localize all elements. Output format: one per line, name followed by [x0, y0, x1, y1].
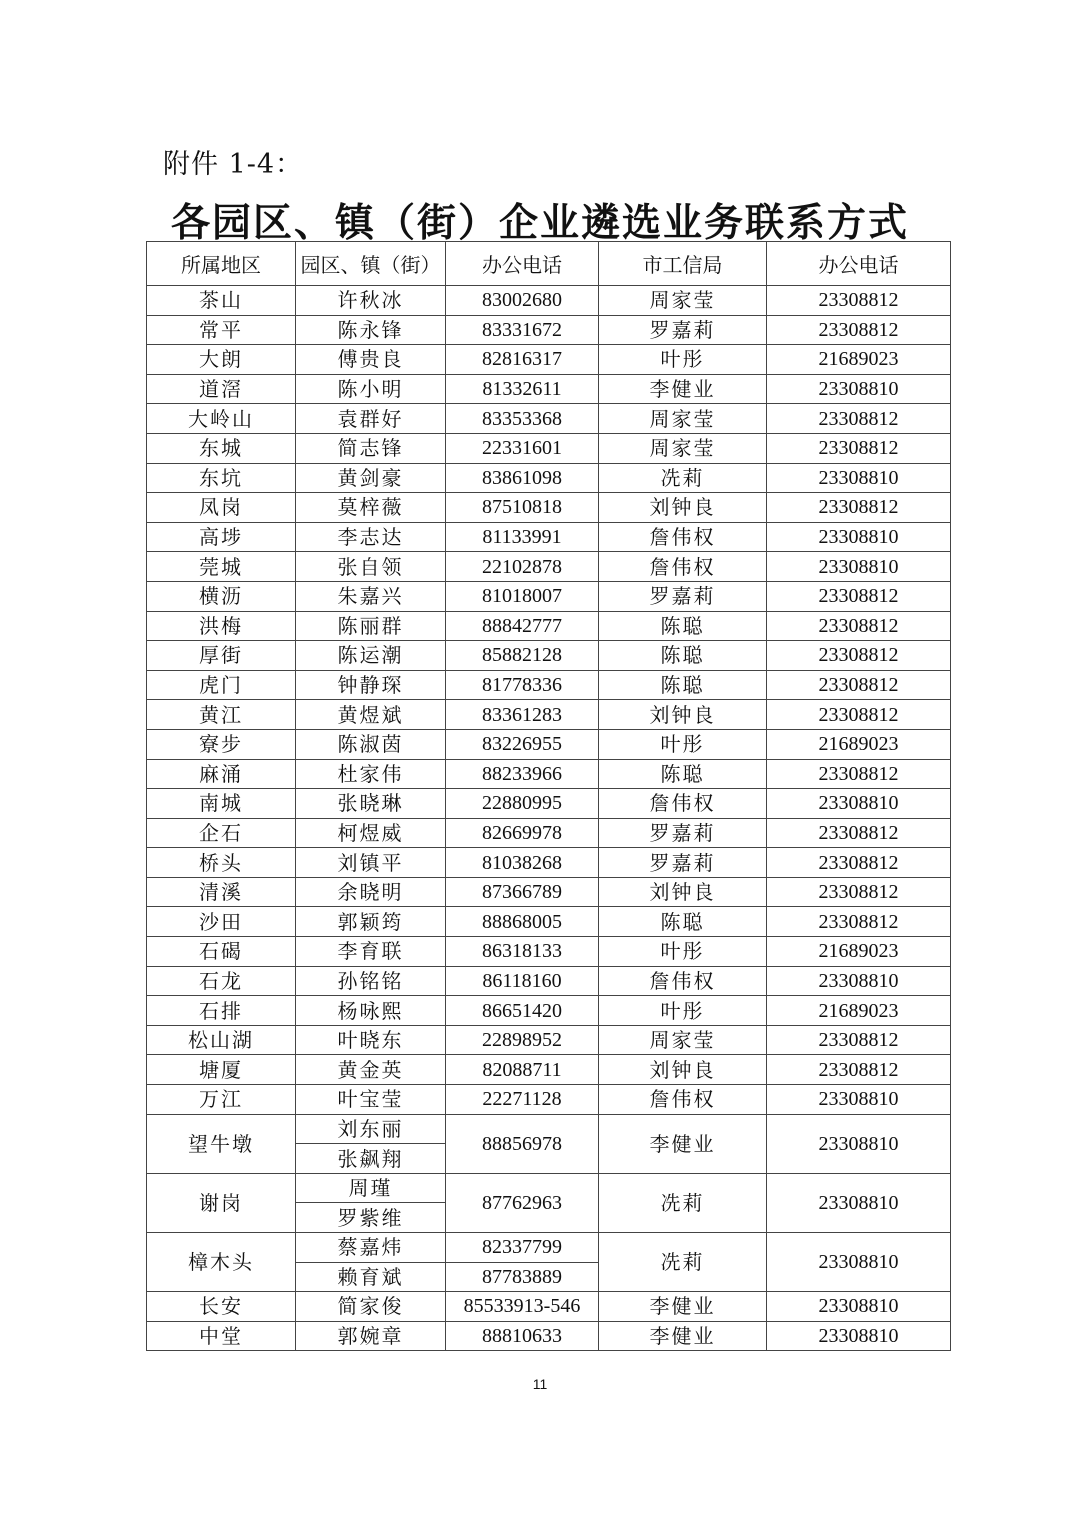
- bureau-cell: 叶彤: [599, 729, 767, 759]
- table-row: [147, 1292, 951, 1322]
- bureau-cell: 周家莹: [599, 433, 767, 463]
- table-row: [147, 1085, 951, 1115]
- column-header-phone: 办公电话: [446, 242, 599, 286]
- phone-cell: 22102878: [446, 552, 599, 582]
- contact-cell: 郭颖筠: [296, 907, 446, 937]
- region-cell: 道滘: [147, 374, 296, 404]
- table-row: [147, 1114, 951, 1144]
- page-number: 11: [532, 1376, 548, 1392]
- phone-cell: 83353368: [446, 404, 599, 434]
- bureau-phone-cell: 23308810: [767, 552, 951, 582]
- region-cell: 高埗: [147, 522, 296, 552]
- bureau-cell: 罗嘉莉: [599, 818, 767, 848]
- contact-cell: 张晓琳: [296, 789, 446, 819]
- bureau-cell: 叶彤: [599, 345, 767, 375]
- table-row: [147, 611, 951, 641]
- phone-cell: 22331601: [446, 433, 599, 463]
- phone-cell: 83002680: [446, 286, 599, 316]
- region-cell: 南城: [147, 789, 296, 819]
- contact-cell: 孙铭铭: [296, 966, 446, 996]
- region-cell: 樟木头: [147, 1233, 296, 1292]
- bureau-cell: 詹伟权: [599, 1085, 767, 1115]
- bureau-phone-cell: 23308812: [767, 404, 951, 434]
- region-cell: 凤岗: [147, 493, 296, 523]
- phone-cell: 82669978: [446, 818, 599, 848]
- phone-cell: 88868005: [446, 907, 599, 937]
- phone-cell: 87783889: [446, 1262, 599, 1292]
- bureau-phone-cell: 23308812: [767, 1055, 951, 1085]
- phone-cell: 88810633: [446, 1321, 599, 1351]
- bureau-cell: 叶彤: [599, 996, 767, 1026]
- contact-cell: 袁群好: [296, 404, 446, 434]
- bureau-phone-cell: 23308810: [767, 522, 951, 552]
- contact-cell: 郭婉章: [296, 1321, 446, 1351]
- bureau-phone-cell: 23308810: [767, 1114, 951, 1173]
- table-row: [147, 729, 951, 759]
- bureau-cell: 陈聪: [599, 670, 767, 700]
- contact-table: [146, 241, 951, 1351]
- bureau-phone-cell: 23308810: [767, 1085, 951, 1115]
- region-cell: 麻涌: [147, 759, 296, 789]
- bureau-phone-cell: 23308810: [767, 1292, 951, 1322]
- bureau-phone-cell: 23308812: [767, 493, 951, 523]
- contact-cell: 李育联: [296, 937, 446, 967]
- phone-cell: 85882128: [446, 641, 599, 671]
- bureau-cell: 冼莉: [599, 1173, 767, 1232]
- region-cell: 大岭山: [147, 404, 296, 434]
- bureau-cell: 冼莉: [599, 463, 767, 493]
- phone-cell: 88856978: [446, 1114, 599, 1173]
- bureau-cell: 李健业: [599, 1321, 767, 1351]
- region-cell: 横沥: [147, 581, 296, 611]
- region-cell: 清溪: [147, 877, 296, 907]
- table-row: [147, 848, 951, 878]
- bureau-cell: 詹伟权: [599, 522, 767, 552]
- region-cell: 东坑: [147, 463, 296, 493]
- table-row: [147, 345, 951, 375]
- contact-cell: 杜家伟: [296, 759, 446, 789]
- bureau-phone-cell: 23308812: [767, 759, 951, 789]
- contact-cell: 周瑾: [296, 1173, 446, 1203]
- bureau-cell: 叶彤: [599, 937, 767, 967]
- table-row: [147, 1173, 951, 1203]
- region-cell: 寮步: [147, 729, 296, 759]
- region-cell: 厚街: [147, 641, 296, 671]
- phone-cell: 81332611: [446, 374, 599, 404]
- bureau-phone-cell: 23308812: [767, 1025, 951, 1055]
- bureau-phone-cell: 23308812: [767, 315, 951, 345]
- table-row: [147, 581, 951, 611]
- table-row: [147, 522, 951, 552]
- column-header-contact: 园区、镇（街）: [296, 242, 446, 286]
- table-row: [147, 1025, 951, 1055]
- contact-cell: 莫梓薇: [296, 493, 446, 523]
- bureau-cell: 罗嘉莉: [599, 848, 767, 878]
- contact-cell: 许秋冰: [296, 286, 446, 316]
- bureau-cell: 詹伟权: [599, 966, 767, 996]
- phone-cell: 22880995: [446, 789, 599, 819]
- bureau-cell: 周家莹: [599, 286, 767, 316]
- phone-cell: 86651420: [446, 996, 599, 1026]
- bureau-phone-cell: 23308812: [767, 907, 951, 937]
- phone-cell: 82337799: [446, 1233, 599, 1263]
- phone-cell: 87762963: [446, 1173, 599, 1232]
- region-cell: 谢岗: [147, 1173, 296, 1232]
- contact-cell: 叶晓东: [296, 1025, 446, 1055]
- column-header-region: 所属地区: [147, 242, 296, 286]
- bureau-phone-cell: 23308810: [767, 463, 951, 493]
- table-row: [147, 670, 951, 700]
- contact-cell: 柯煜威: [296, 818, 446, 848]
- region-cell: 沙田: [147, 907, 296, 937]
- bureau-phone-cell: 21689023: [767, 729, 951, 759]
- table-row: [147, 789, 951, 819]
- column-header-bureau: 市工信局: [599, 242, 767, 286]
- phone-cell: 81018007: [446, 581, 599, 611]
- table-header-row: [147, 242, 951, 286]
- table-row: [147, 286, 951, 316]
- table-row: [147, 877, 951, 907]
- bureau-phone-cell: 21689023: [767, 345, 951, 375]
- region-cell: 大朗: [147, 345, 296, 375]
- region-cell: 松山湖: [147, 1025, 296, 1055]
- table-row: [147, 463, 951, 493]
- contact-cell: 简家俊: [296, 1292, 446, 1322]
- bureau-cell: 罗嘉莉: [599, 581, 767, 611]
- bureau-cell: 刘钟良: [599, 493, 767, 523]
- region-cell: 望牛墩: [147, 1114, 296, 1173]
- phone-cell: 82816317: [446, 345, 599, 375]
- contact-cell: 蔡嘉炜: [296, 1233, 446, 1263]
- contact-cell: 杨咏熙: [296, 996, 446, 1026]
- table-row: [147, 966, 951, 996]
- bureau-cell: 冼莉: [599, 1233, 767, 1292]
- phone-cell: 88842777: [446, 611, 599, 641]
- bureau-phone-cell: 23308810: [767, 789, 951, 819]
- region-cell: 虎门: [147, 670, 296, 700]
- table-row: [147, 315, 951, 345]
- table-row: [147, 907, 951, 937]
- phone-cell: 83226955: [446, 729, 599, 759]
- contact-cell: 黄煜斌: [296, 700, 446, 730]
- region-cell: 石龙: [147, 966, 296, 996]
- table-row: [147, 552, 951, 582]
- bureau-phone-cell: 23308812: [767, 611, 951, 641]
- region-cell: 石排: [147, 996, 296, 1026]
- bureau-phone-cell: 21689023: [767, 996, 951, 1026]
- bureau-cell: 陈聪: [599, 759, 767, 789]
- table-row: [147, 759, 951, 789]
- table-row: [147, 996, 951, 1026]
- table-row: [147, 1055, 951, 1085]
- bureau-cell: 李健业: [599, 1114, 767, 1173]
- phone-cell: 88233966: [446, 759, 599, 789]
- contact-cell: 陈永锋: [296, 315, 446, 345]
- bureau-phone-cell: 23308810: [767, 1173, 951, 1232]
- phone-cell: 83331672: [446, 315, 599, 345]
- contact-cell: 罗紫维: [296, 1203, 446, 1233]
- bureau-cell: 周家莹: [599, 404, 767, 434]
- bureau-cell: 詹伟权: [599, 552, 767, 582]
- phone-cell: 22898952: [446, 1025, 599, 1055]
- bureau-cell: 陈聪: [599, 611, 767, 641]
- bureau-phone-cell: 23308812: [767, 877, 951, 907]
- bureau-phone-cell: 23308812: [767, 433, 951, 463]
- table-row: [147, 374, 951, 404]
- column-header-bureau-phone: 办公电话: [767, 242, 951, 286]
- bureau-phone-cell: 23308810: [767, 1321, 951, 1351]
- bureau-phone-cell: 23308812: [767, 581, 951, 611]
- contact-cell: 黄金英: [296, 1055, 446, 1085]
- contact-cell: 李志达: [296, 522, 446, 552]
- contact-cell: 简志锋: [296, 433, 446, 463]
- phone-cell: 81038268: [446, 848, 599, 878]
- attachment-label: 附件 1-4：: [163, 149, 304, 180]
- table-row: [147, 404, 951, 434]
- bureau-phone-cell: 23308810: [767, 1233, 951, 1292]
- bureau-phone-cell: 23308812: [767, 286, 951, 316]
- region-cell: 中堂: [147, 1321, 296, 1351]
- phone-cell: 83861098: [446, 463, 599, 493]
- contact-cell: 陈淑茵: [296, 729, 446, 759]
- region-cell: 桥头: [147, 848, 296, 878]
- region-cell: 企石: [147, 818, 296, 848]
- region-cell: 石碣: [147, 937, 296, 967]
- table-row: [147, 493, 951, 523]
- contact-cell: 傅贵良: [296, 345, 446, 375]
- contact-cell: 钟静琛: [296, 670, 446, 700]
- bureau-phone-cell: 23308810: [767, 374, 951, 404]
- table-row: [147, 433, 951, 463]
- bureau-cell: 陈聪: [599, 907, 767, 937]
- region-cell: 莞城: [147, 552, 296, 582]
- phone-cell: 22271128: [446, 1085, 599, 1115]
- region-cell: 塘厦: [147, 1055, 296, 1085]
- table-row: [147, 700, 951, 730]
- region-cell: 万江: [147, 1085, 296, 1115]
- table-body: [147, 286, 951, 1351]
- contact-cell: 叶宝莹: [296, 1085, 446, 1115]
- phone-cell: 81778336: [446, 670, 599, 700]
- contact-cell: 张自领: [296, 552, 446, 582]
- table-row: [147, 937, 951, 967]
- phone-cell: 86118160: [446, 966, 599, 996]
- bureau-phone-cell: 23308812: [767, 670, 951, 700]
- bureau-phone-cell: 23308812: [767, 818, 951, 848]
- table-row: [147, 1233, 951, 1263]
- table-row: [147, 1321, 951, 1351]
- bureau-cell: 罗嘉莉: [599, 315, 767, 345]
- bureau-phone-cell: 23308812: [767, 848, 951, 878]
- phone-cell: 86318133: [446, 937, 599, 967]
- bureau-phone-cell: 23308812: [767, 700, 951, 730]
- region-cell: 黄江: [147, 700, 296, 730]
- contact-cell: 赖育斌: [296, 1262, 446, 1292]
- contact-cell: 陈运潮: [296, 641, 446, 671]
- region-cell: 茶山: [147, 286, 296, 316]
- table-row: [147, 818, 951, 848]
- phone-cell: 83361283: [446, 700, 599, 730]
- contact-cell: 陈丽群: [296, 611, 446, 641]
- bureau-cell: 詹伟权: [599, 789, 767, 819]
- bureau-cell: 刘钟良: [599, 700, 767, 730]
- bureau-cell: 陈聪: [599, 641, 767, 671]
- contact-cell: 朱嘉兴: [296, 581, 446, 611]
- phone-cell: 87510818: [446, 493, 599, 523]
- bureau-phone-cell: 21689023: [767, 937, 951, 967]
- bureau-cell: 周家莹: [599, 1025, 767, 1055]
- phone-cell: 82088711: [446, 1055, 599, 1085]
- bureau-cell: 刘钟良: [599, 1055, 767, 1085]
- page-title: 各园区、镇（街）企业遴选业务联系方式: [170, 201, 909, 246]
- contact-cell: 黄剑豪: [296, 463, 446, 493]
- bureau-phone-cell: 23308810: [767, 966, 951, 996]
- region-cell: 东城: [147, 433, 296, 463]
- contact-cell: 张飙翔: [296, 1144, 446, 1174]
- bureau-phone-cell: 23308812: [767, 641, 951, 671]
- contact-cell: 余晓明: [296, 877, 446, 907]
- phone-cell: 81133991: [446, 522, 599, 552]
- region-cell: 长安: [147, 1292, 296, 1322]
- phone-cell: 87366789: [446, 877, 599, 907]
- contact-cell: 陈小明: [296, 374, 446, 404]
- phone-cell: 85533913-546: [446, 1292, 599, 1322]
- contact-cell: 刘镇平: [296, 848, 446, 878]
- bureau-cell: 李健业: [599, 1292, 767, 1322]
- contact-cell: 刘东丽: [296, 1114, 446, 1144]
- region-cell: 常平: [147, 315, 296, 345]
- region-cell: 洪梅: [147, 611, 296, 641]
- table-row: [147, 641, 951, 671]
- bureau-cell: 刘钟良: [599, 877, 767, 907]
- bureau-cell: 李健业: [599, 374, 767, 404]
